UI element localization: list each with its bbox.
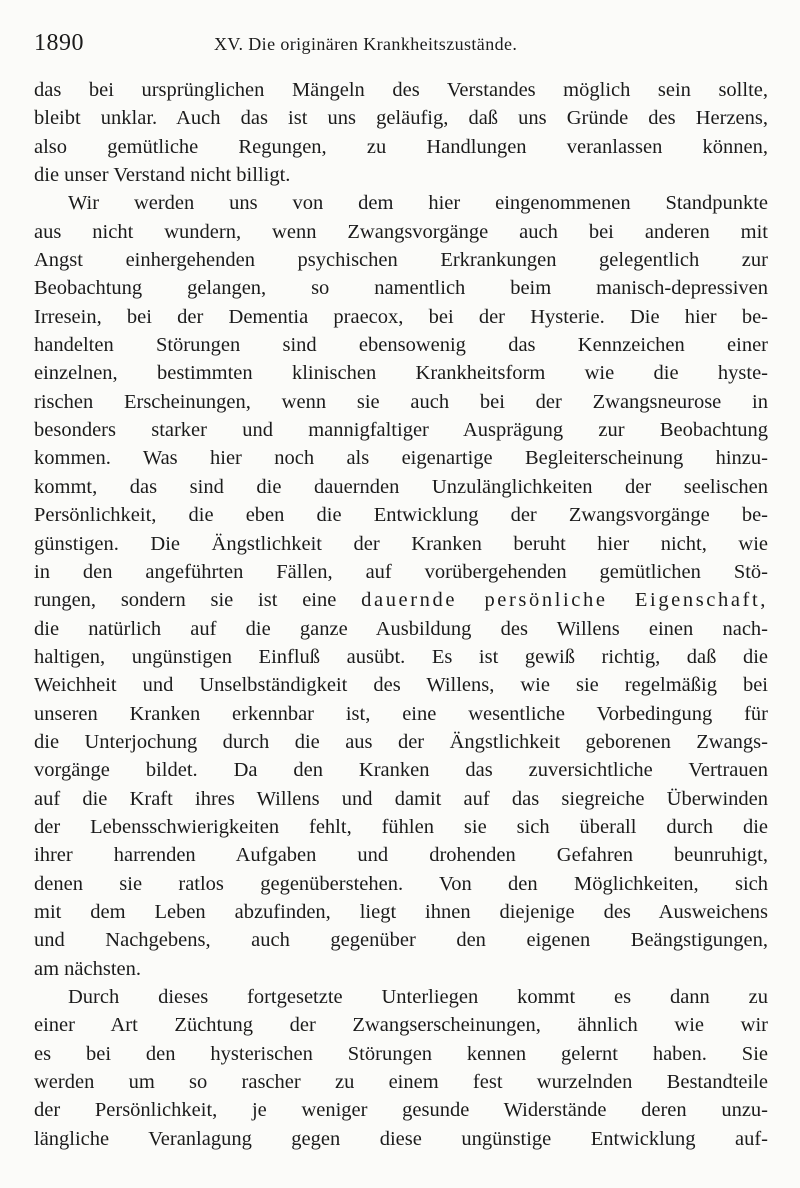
text-line: haltigen, ungünstigen Einfluß ausübt. Es ist gewiß richtig, daß die [34, 645, 768, 668]
text-line: Irresein, bei der Dementia praecox, bei der Hysterie. Die hier be- [34, 305, 768, 328]
text-line: die natürlich auf die ganze Ausbildung des Willens einen nach- [34, 617, 768, 640]
body-text [34, 76, 768, 1153]
text-line: bleibt unklar. Auch das ist uns geläufig, daß uns Gründe des Herzens, [34, 107, 768, 130]
running-head: XV. Die originären Krankheitszustände. [214, 34, 518, 54]
text-line: das bei ursprünglichen Mängeln des Verstandes möglich sein sollte, [34, 79, 768, 101]
text-line: es bei den hysterischen Störungen kennen gelernt haben. Sie [34, 1042, 768, 1065]
text-line: aus nicht wundern, wenn Zwangsvorgänge auch bei anderen mit [34, 220, 768, 243]
text-line: rischen Erscheinungen, wenn sie auch bei der Zwangsneurose in [34, 390, 768, 413]
text-line: besonders starker und mannigfaltiger Ausprägung zur Beobachtung [34, 419, 768, 442]
paragraph-start-line: Wir werden uns von dem hier eingenommenen Standpunkte [68, 192, 768, 215]
text-line: einzelnen, bestimmten klinischen Krankheitsform wie die hyste- [34, 362, 768, 385]
text-line: in den angeführten Fällen, auf vorübergehenden gemütlichen Stö- [34, 560, 768, 583]
text-line: Angst einhergehenden psychischen Erkrankungen gelegentlich zur [34, 249, 768, 272]
text-line: mit dem Leben abzufinden, liegt ihnen diejenige des Ausweichens [34, 900, 768, 923]
text-line: der Persönlichkeit, je weniger gesunde Widerstände deren unzu- [34, 1099, 768, 1122]
text-line: günstigen. Die Ängstlichkeit der Kranken beruht hier nicht, wie [34, 532, 768, 555]
paragraph-start-line: Durch dieses fortgesetzte Unterliegen kommt es dann zu [68, 986, 768, 1008]
text-line: unseren Kranken erkennbar ist, eine wesentliche Vorbedingung für [34, 702, 768, 725]
page-header [34, 30, 770, 60]
text-line: am nächsten. [34, 957, 142, 980]
text-line: kommen. Was hier noch als eigenartige Begleiterscheinung hinzu- [34, 447, 768, 470]
text-line: die Unterjochung durch die aus der Ängstlichkeit geborenen Zwangs- [34, 730, 768, 753]
text-line: kommt, das sind die dauernden Unzulänglichkeiten der seelischen [34, 475, 768, 498]
text-line: Weichheit und Unselbständigkeit des Willens, wie sie regelmäßig bei [34, 674, 768, 697]
text-fragment: rungen, sondern sie ist eine [34, 589, 337, 612]
text-line: einer Art Züchtung der Zwangserscheinungen, ähnlich wie wir [34, 1014, 768, 1037]
page-number: 1890 [34, 30, 84, 56]
text-line: der Lebensschwierigkeiten fehlt, fühlen sie sich überall durch die [34, 815, 768, 838]
emphasized-phrase: dauernde persönliche Eigenschaft, [361, 589, 768, 612]
text-line: Beobachtung gelangen, so namentlich beim manisch-depressiven [34, 277, 768, 300]
text-line: handelten Störungen sind ebensowenig das Kennzeichen einer [34, 334, 768, 357]
text-line: die unser Verstand nicht billigt. [34, 164, 291, 187]
text-line: und Nachgebens, auch gegenüber den eigenen Beängstigungen, [34, 929, 768, 952]
text-line-with-emphasis [34, 586, 768, 614]
text-line: vorgänge bildet. Da den Kranken das zuversichtliche Vertrauen [34, 759, 768, 782]
text-line: denen sie ratlos gegenüberstehen. Von den Möglichkeiten, sich [34, 872, 768, 895]
text-line: längliche Veranlagung gegen diese ungünstige Entwicklung auf- [34, 1127, 768, 1150]
text-line: ihrer harrenden Aufgaben und drohenden Gefahren beunruhigt, [34, 844, 768, 867]
text-line: Persönlichkeit, die eben die Entwicklung der Zwangsvorgänge be- [34, 504, 768, 527]
text-line: also gemütliche Regungen, zu Handlungen veranlassen können, [34, 135, 768, 158]
text-line: auf die Kraft ihres Willens und damit auf das siegreiche Überwinden [34, 787, 768, 810]
text-line: werden um so rascher zu einem fest wurzelnden Bestandteile [34, 1071, 768, 1094]
